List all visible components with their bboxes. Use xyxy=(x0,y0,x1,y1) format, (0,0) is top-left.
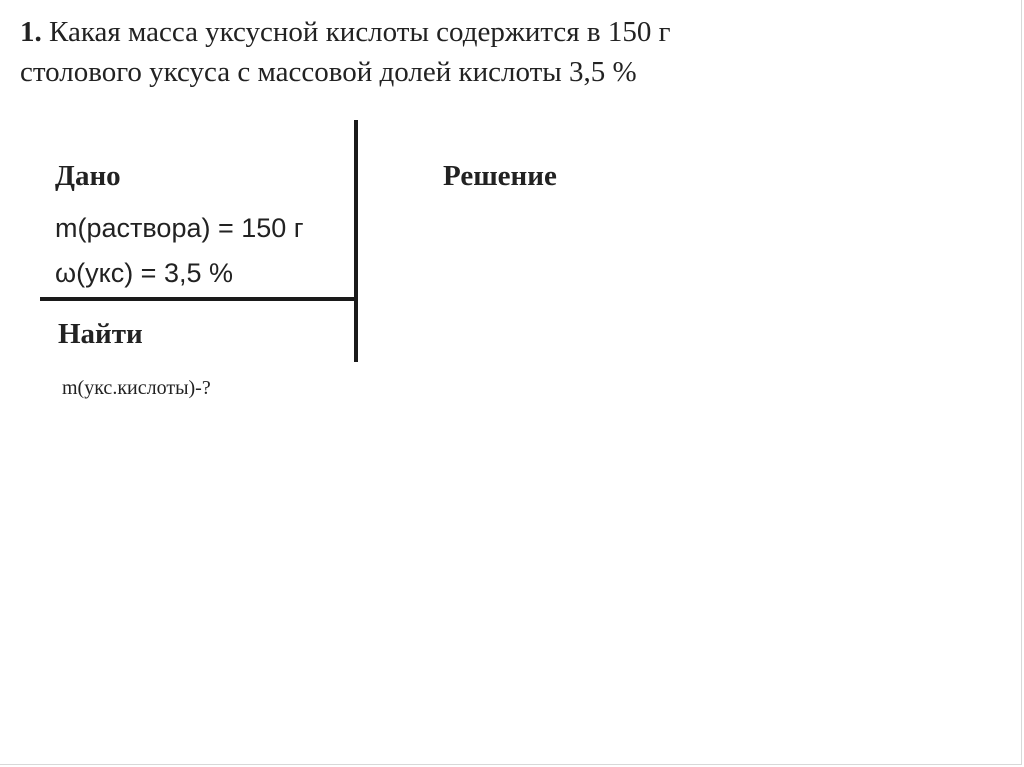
given-mass-fraction: ω(укс) = 3,5 % xyxy=(55,258,233,288)
problem-number: 1. xyxy=(20,16,42,48)
given-solution-mass: m(раствора) = 150 г xyxy=(55,213,304,243)
solution-heading: Решение xyxy=(443,160,557,192)
problem-text-1: Какая масса уксусной кислоты содержится в 150 г xyxy=(49,16,671,48)
horizontal-divider xyxy=(40,297,358,301)
problem-line-1 xyxy=(20,12,920,52)
given-heading: Дано xyxy=(55,160,121,192)
problem-line-2: столового уксуса с массовой долей кислоты 3,5 % xyxy=(20,56,637,88)
vertical-divider xyxy=(354,120,358,362)
find-value: m(укс.кислоты)-? xyxy=(62,377,211,399)
find-heading: Найти xyxy=(58,318,143,350)
problem-statement xyxy=(20,12,920,92)
